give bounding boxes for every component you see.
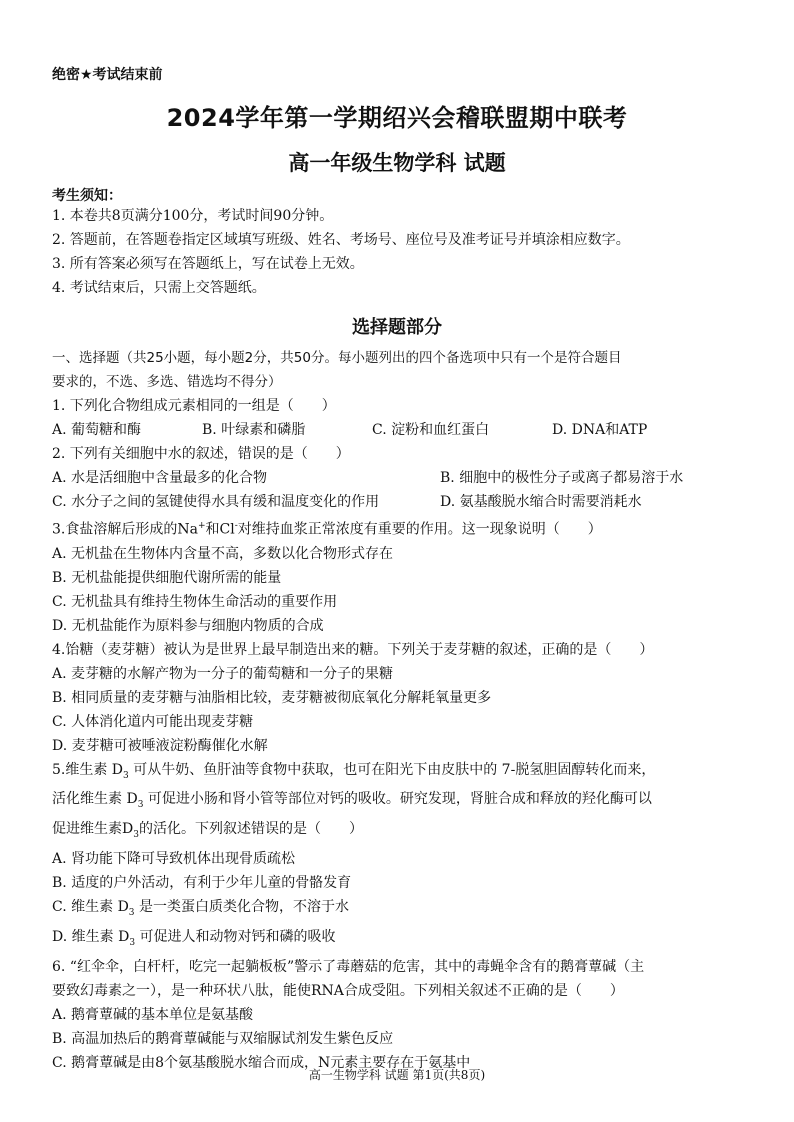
notice-item: 3. 所有答案必须写在答题纸上，写在试卷上无效。 xyxy=(52,256,364,272)
option-a: A. 麦芽糖的水解产物为一分子的葡萄糖和一分子的果糖 xyxy=(52,665,394,682)
superscript: + xyxy=(197,521,206,531)
option-b: B. 适度的户外活动，有利于少年儿童的骨骼发育 xyxy=(52,875,352,892)
section-heading: 选择题部分 xyxy=(352,317,442,338)
subscript: 3 xyxy=(137,800,144,811)
stem-text: 5.维生素 D xyxy=(52,761,124,778)
secret-mark: 绝密★考试结束前 xyxy=(52,67,163,83)
question-6-stem: 6. “红伞伞，白杆杆，吃完一起躺板板”警示了毒蘑菇的危害，其中的毒蝇伞含有的鹅膏蕈碱（主 xyxy=(52,958,645,975)
option-d: D. DNA和ATP xyxy=(552,422,648,438)
notice-item: 1. 本卷共8页满分100分，考试时间90分钟。 xyxy=(52,208,334,224)
option-c: C. 无机盐具有维持生物体生命活动的重要作用 xyxy=(52,593,338,610)
question-4-stem: 4.饴糖（麦芽糖）被认为是世界上最早制造出来的糖。下列关于麦芽糖的叙述，正确的是（ ） xyxy=(52,641,654,658)
subscript: 3 xyxy=(123,770,129,781)
option-b: B. 细胞中的极性分子或离子都易溶于水 xyxy=(440,470,684,486)
question-2-options-row1 xyxy=(52,466,752,490)
option-c: C. 淀粉和血红蛋白 xyxy=(372,422,490,438)
option-a: A. 水是活细胞中含量最多的化合物 xyxy=(52,470,268,486)
page-footer: 高一生物学科 试题 第1页(共8页) xyxy=(308,1068,486,1082)
option-d: D. 麦芽糖可被唾液淀粉酶催化水解 xyxy=(52,737,268,754)
question-3-stem xyxy=(52,514,752,542)
option-b: B. 高温加热后的鹅膏蕈碱能与双缩脲试剂发生紫色反应 xyxy=(52,1030,394,1047)
notice-heading: 考生须知： xyxy=(52,188,122,204)
option-d: D. 无机盐能作为原料参与细胞内物质的合成 xyxy=(52,617,324,634)
option-a: A. 葡萄糖和酶 xyxy=(52,422,142,438)
stem-text: 3.食盐溶解后形成的Na xyxy=(52,521,198,538)
notice-item: 4. 考试结束后，只需上交答题纸。 xyxy=(52,280,266,296)
superscript: - xyxy=(234,521,238,531)
stem-text: 可从牛奶、鱼肝油等食物中获取，也可在阳光下由皮肤中的 7-脱氢胆固醇转化而来， xyxy=(128,761,656,778)
option-text: 可促进人和动物对钙和磷的吸收 xyxy=(135,928,336,945)
option-c: C. 鹅膏蕈碱是由8个氨基酸脱水缩合而成，N元素主要存在于氨基中 xyxy=(52,1054,471,1071)
stem-text: 和Cl xyxy=(205,521,235,538)
notice-list xyxy=(52,204,752,300)
notice-item: 2. 答题前，在答题卷指定区域填写班级、姓名、考场号、座位号及准考证号并填涂相应数字。 xyxy=(52,232,630,248)
option-text: D. 维生素 D xyxy=(52,928,130,945)
option-b: B. 无机盐能提供细胞代谢所需的能量 xyxy=(52,569,282,586)
option-text: 是一类蛋白质类化合物，不溶于水 xyxy=(134,899,349,916)
option-d xyxy=(52,925,752,955)
question-2-stem: 2. 下列有关细胞中水的叙述，错误的是（ ） xyxy=(52,446,350,462)
question-1-options xyxy=(52,418,752,442)
question-5-stem xyxy=(52,817,752,847)
question-5-stem xyxy=(52,758,752,788)
subscript: 3 xyxy=(133,830,139,841)
option-b: B. 相同质量的麦芽糖与油脂相比较，麦芽糖被彻底氧化分解耗氧量更多 xyxy=(52,689,492,706)
option-text: C. 维生素 D xyxy=(52,899,129,916)
stem-text: 活化维生素 D xyxy=(52,791,138,808)
exam-title: 2024学年第一学期绍兴会稽联盟期中联考 xyxy=(166,104,628,132)
subscript: 3 xyxy=(128,907,135,918)
exam-subtitle: 高一年级生物学科 试题 xyxy=(288,151,506,175)
option-c: C. 人体消化道内可能出现麦芽糖 xyxy=(52,713,254,730)
stem-text: 的活化。下列叙述错误的是（ ） xyxy=(138,821,363,838)
section-intro: 要求的，不选、多选、错选均不得分） xyxy=(52,374,282,390)
option-a: A. 无机盐在生物体内含量不高，多数以化合物形式存在 xyxy=(52,545,394,562)
stem-text: 可促进小肠和肾小管等部位对钙的吸收。研究发现，肾脏合成和释放的羟化酶可以 xyxy=(143,791,652,808)
subscript: 3 xyxy=(129,937,136,948)
option-c: C. 水分子之间的氢键使得水具有缓和温度变化的作用 xyxy=(52,494,380,510)
question-6-stem: 要致幻毒素之一），是一种环状八肽，能使RNA合成受阻。下列相关叙述不正确的是（ ） xyxy=(52,982,624,999)
option-b: B. 叶绿素和磷脂 xyxy=(202,422,306,438)
stem-text: 促进维生素D xyxy=(52,821,134,838)
question-2-options-row2 xyxy=(52,490,752,514)
option-d: D. 氨基酸脱水缩合时需要消耗水 xyxy=(440,494,642,510)
questions-body xyxy=(52,346,752,1075)
question-1-stem: 1. 下列化合物组成元素相同的一组是（ ） xyxy=(52,398,336,414)
stem-text: 对维持血浆正常浓度有重要的作用。这一现象说明（ ） xyxy=(237,521,602,538)
section-intro: 一、选择题（共25小题，每小题2分，共50分。每小题列出的四个备选项中只有一个是符合题目 xyxy=(52,350,622,366)
question-5-stem xyxy=(52,787,752,817)
option-a: A. 鹅膏蕈碱的基本单位是氨基酸 xyxy=(52,1006,254,1023)
option-c xyxy=(52,895,752,925)
option-a: A. 肾功能下降可导致机体出现骨质疏松 xyxy=(52,851,296,868)
